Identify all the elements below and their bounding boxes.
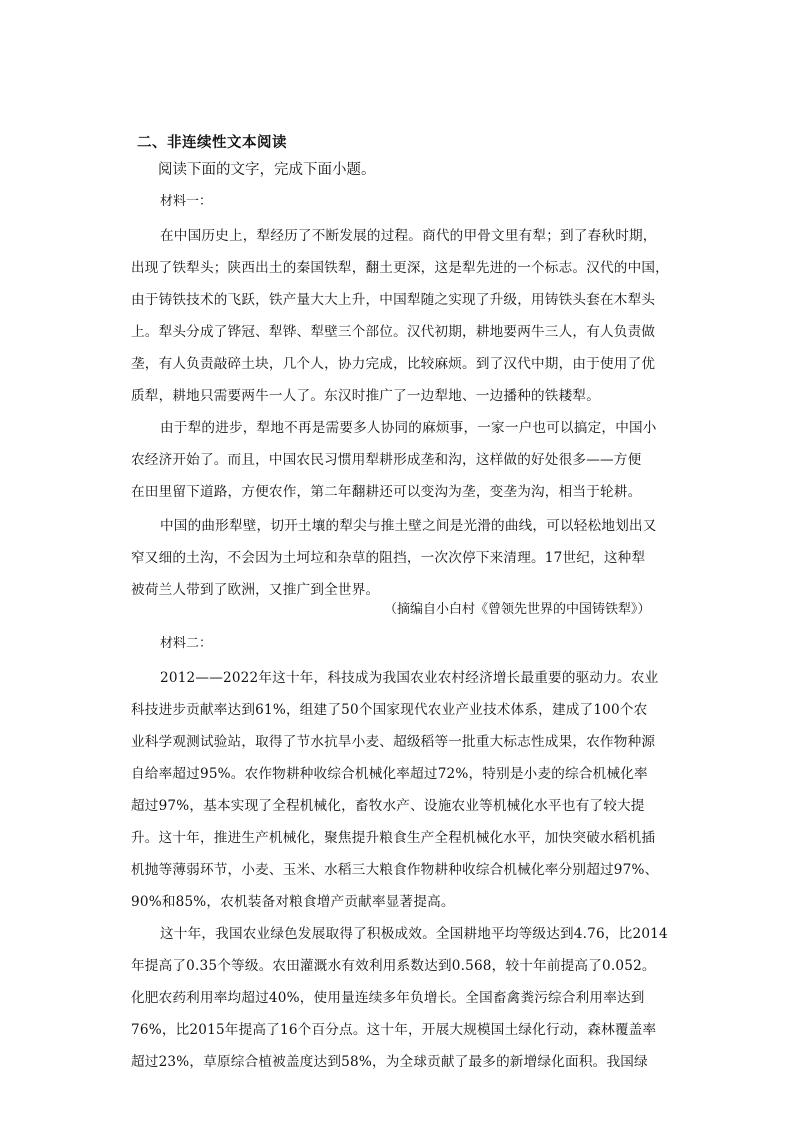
material1-p3-line: 被荷兰人带到了欧洲，又推广到全世界。 xyxy=(131,582,380,598)
material2-p1-line: 机抛等薄弱环节，小麦、玉米、水稻三大粮食作物耕种收综合机械化率分别超过97%、 xyxy=(131,862,659,878)
material1-p3-line: 窄又细的土沟，不会因为土坷垃和杂草的阻挡，一次次停下来清理。17世纪，这种犁 xyxy=(131,550,646,566)
material2-p2-line: 年提高了0.35个等级。农田灌溉水有效利用系数达到0.568，较十年前提高了0.052。 xyxy=(131,958,656,974)
material2-p1-line: 自给率超过95%。农作物耕种收综合机械化率超过72%，特别是小麦的综合机械化率 xyxy=(131,766,648,782)
material2-p1-line: 2012——2022年这十年，科技成为我国农业农村经济增长最重要的驱动力。农业 xyxy=(160,670,659,686)
material2-p1-line: 90%和85%，农机装备对粮食增产贡献率显著提高。 xyxy=(131,894,455,910)
material2-p1-line: 科技进步贡献率达到61%，组建了50个国家现代农业产业技术体系，建成了100个农 xyxy=(131,702,648,718)
material1-p2-line: 在田里留下道路，方便农作，第二年翻耕还可以变沟为垄，变垄为沟，相当于轮耕。 xyxy=(131,484,642,500)
instruction-text: 阅读下面的文字，完成下面小题。 xyxy=(158,162,376,178)
material1-p1-line: 出现了铁犁头；陕西出土的秦国铁犁，翻土更深，这是犁先进的一个标志。汉代的中国， xyxy=(131,260,669,276)
material1-p1-line: 由于铸铁技术的飞跃，铁产量大大上升，中国犁随之实现了升级，用铸铁头套在木犁头 xyxy=(131,292,656,308)
section-title: 二、非连续性文本阅读 xyxy=(137,135,287,151)
material1-source: （摘编自小白村《曾领先世界的中国铸铁犁》） xyxy=(384,602,651,617)
material1-p2-line: 由于犁的进步，犁地不再是需要多人协同的麻烦事，一家一户也可以搞定，中国小 xyxy=(160,420,657,436)
material2-p1-line: 业科学观测试验站，取得了节水抗旱小麦、超级稻等一批重大标志性成果，农作物种源 xyxy=(131,734,656,750)
material1-p1-line: 在中国历史上，犁经历了不断发展的过程。商代的甲骨文里有犁；到了春秋时期， xyxy=(160,228,657,244)
material2-p1-line: 超过97%，基本实现了全程机械化，畜牧水产、设施农业等机械化水平也有了较大提 xyxy=(131,798,645,814)
material1-p3-line: 中国的曲形犁壁，切开土壤的犁尖与推土壁之间是光滑的曲线，可以轻松地划出又 xyxy=(160,518,657,534)
material2-p2-line: 化肥农药利用率均超过40%，使用量连续多年负增长。全国畜禽粪污综合利用率达到 xyxy=(131,990,645,1006)
material2-label: 材料二： xyxy=(160,636,213,651)
material2-p2-line: 76%，比2015年提高了16个百分点。这十年，开展大规模国土绿化行动，森林覆盖率 xyxy=(131,1022,657,1038)
material2-p2-line: 这十年，我国农业绿色发展取得了积极成效。全国耕地平均等级达到4.76，比2014 xyxy=(160,926,668,942)
material1-p1-line: 垄，有人负责敲碎土块，几个人，协力完成，比较麻烦。到了汉代中期，由于使用了优 xyxy=(131,356,656,372)
material2-p1-line: 升。这十年，推进生产机械化，聚焦提升粮食生产全程机械化水平，加快突破水稻机插 xyxy=(131,830,656,846)
material2-p2-line: 超过23%，草原综合植被盖度达到58%，为全球贡献了最多的新增绿化面积。我国绿 xyxy=(131,1054,648,1070)
material1-p2-line: 农经济开始了。而且，中国农民习惯用犁耕形成垄和沟，这样做的好处很多——方便 xyxy=(131,452,642,468)
material1-label: 材料一： xyxy=(160,194,213,209)
material1-p1-line: 上。犁头分成了铧冠、犁铧、犁壁三个部位。汉代初期，耕地要两牛三人，有人负责做 xyxy=(131,324,656,340)
material1-p1-line: 质犁，耕地只需要两牛一人了。东汉时推广了一边犁地、一边播种的铁耧犁。 xyxy=(131,388,600,404)
